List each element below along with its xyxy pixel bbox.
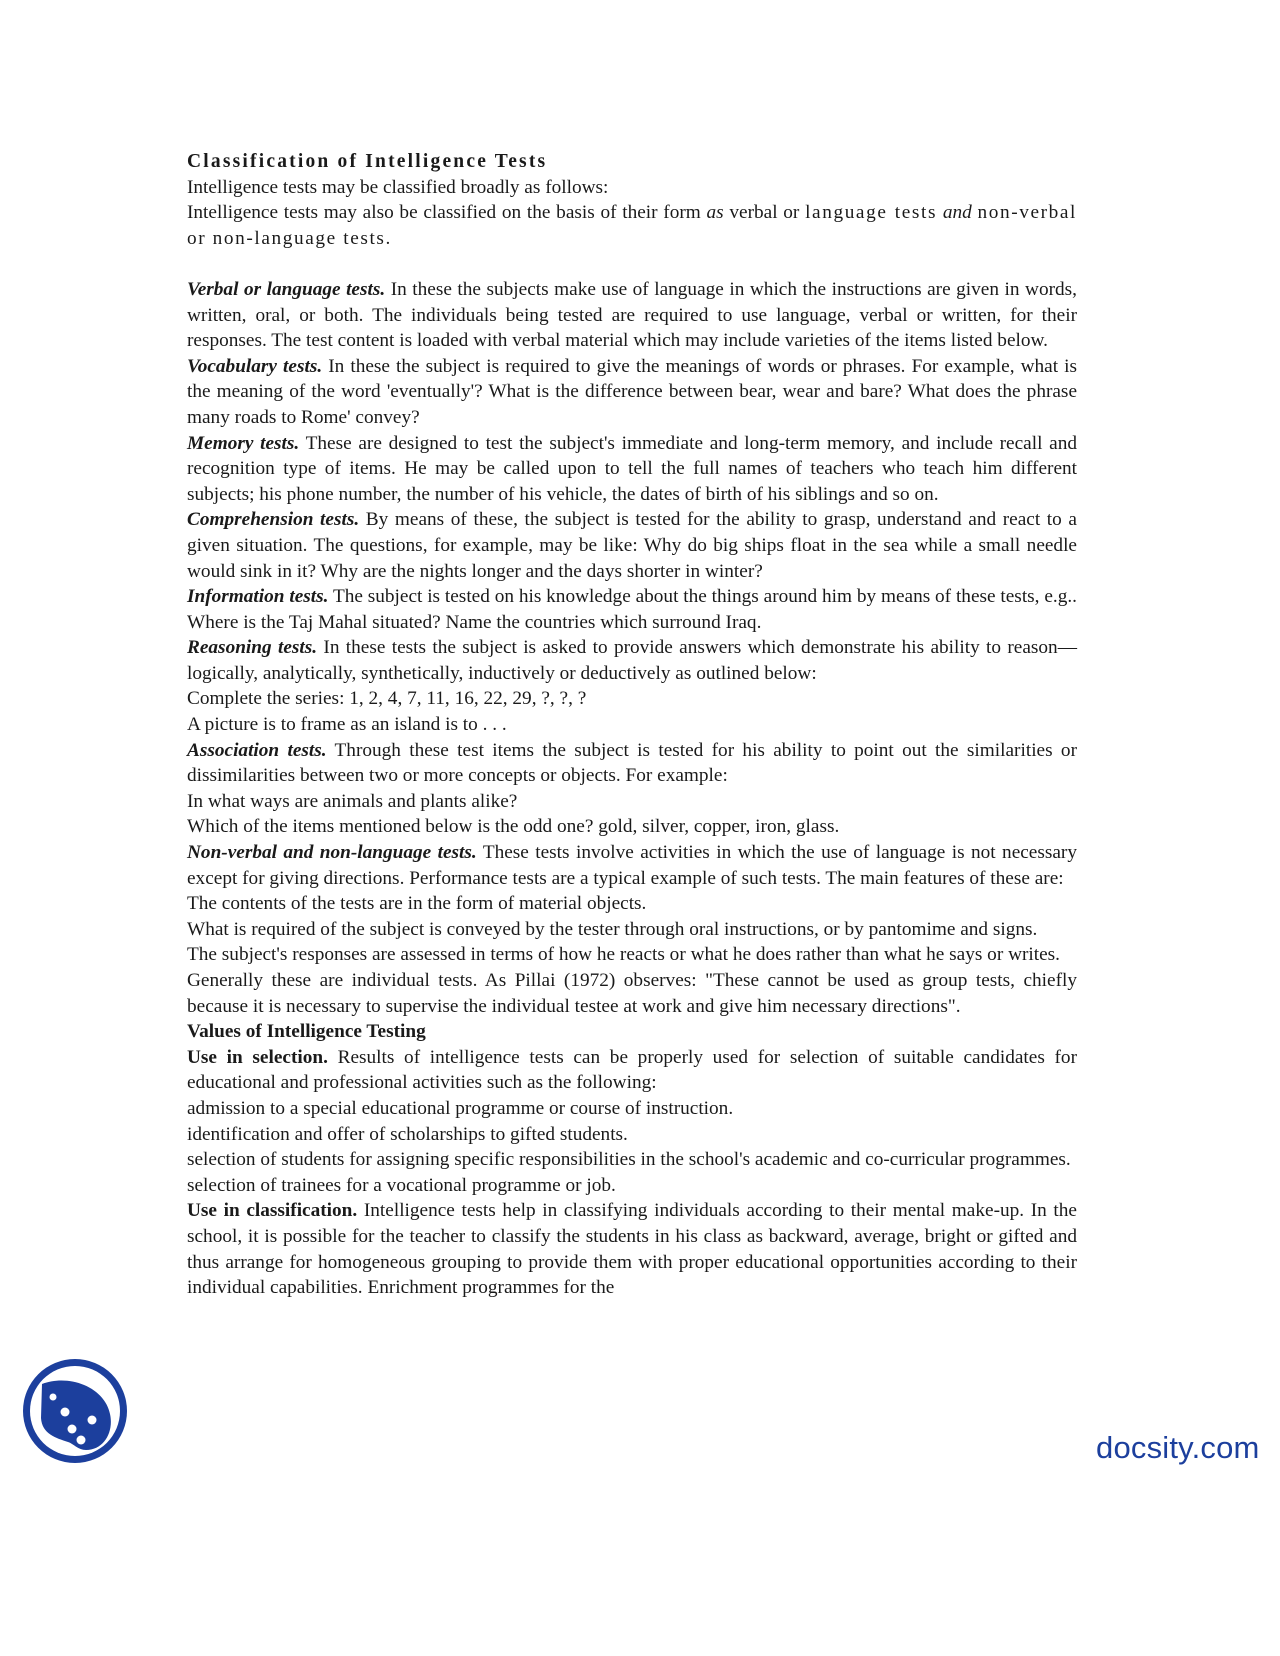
example-series: Complete the series: 1, 2, 4, 7, 11, 16, 22, 29, ?, ?, ? <box>187 688 587 710</box>
page-title: Classification of Intelligence Tests <box>187 151 548 172</box>
paragraph-spacer <box>187 251 1077 277</box>
docsity-logo-icon[interactable] <box>20 1356 130 1466</box>
paragraph-use-in-classification: Use in classification. Intelligence tests help in classifying individuals according to their mental make-up. In the school, it is possible for the teacher to classify the students in his class as backward, average, bright or gifted and thus arrange for homogeneous grouping to provide them with proper educational opportunities according to their individual capabilities. Enrichment programmes for the <box>187 1200 1077 1299</box>
selection-item-trainees: selection of trainees for a vocational programme or job. <box>187 1174 616 1196</box>
paragraph-verbal-tests: Verbal or language tests. In these the subjects make use of language in which the instructions are given in words, written, oral, or both. The individuals being tested are required to use language, verbal or written, for their responses. The test content is loaded with verbal material which may include varieties of the items listed below. <box>187 278 1077 352</box>
selection-item-responsibilities: selection of students for assigning specific responsibilities in the school's academic and co-curricular programmes. <box>187 1149 1071 1171</box>
intro-line-1: Intelligence tests may be classified broadly as follows: <box>187 176 609 198</box>
feature-oral-instructions: What is required of the subject is conveyed by the tester through oral instructions, or by pantomime and signs. <box>187 918 1038 940</box>
feature-material-objects: The contents of the tests are in the form of material objects. <box>187 893 647 915</box>
document-body <box>187 149 1077 1301</box>
example-animals-plants: In what ways are animals and plants alike? <box>187 790 518 812</box>
example-analogy: A picture is to frame as an island is to . . . <box>187 714 507 736</box>
paragraph-use-in-selection: Use in selection. Results of intelligence tests can be properly used for selection of suitable candidates for educational and professional activities such as the following: <box>187 1046 1077 1094</box>
selection-item-admission: admission to a special educational programme or course of instruction. <box>187 1097 734 1119</box>
section-title-values: Values of Intelligence Testing <box>187 1021 426 1043</box>
paragraph-reasoning-tests: Reasoning tests. In these tests the subject is asked to provide answers which demonstrate his ability to reason—logically, analytically, synthetically, inductively or deductively as outlined below: <box>187 637 1077 684</box>
example-odd-one: Which of the items mentioned below is the odd one? gold, silver, copper, iron, glass. <box>187 816 840 838</box>
paragraph-information-tests: Information tests. The subject is tested on his knowledge about the things around him by means of these tests, e.g.. Where is the Taj Mahal situated? Name the countries which surround Iraq. <box>187 586 1077 633</box>
feature-individual-tests: Generally these are individual tests. As Pillai (1972) observes: "These cannot be used as group tests, chiefly because it is necessary to supervise the individual testee at work and give him necessary directions". <box>187 970 1077 1017</box>
paragraph-association-tests: Association tests. Through these test items the subject is tested for his ability to point out the similarities or dissimilarities between two or more concepts or objects. For example: <box>187 739 1077 787</box>
paragraph-memory-tests: Memory tests. These are designed to test the subject's immediate and long-term memory, and include recall and recognition type of items. He may be called upon to tell the full names of teachers who teach him different subjects; his phone number, the number of his vehicle, the dates of birth of his siblings and so on. <box>187 432 1077 505</box>
paragraph-comprehension-tests: Comprehension tests. By means of these, the subject is tested for the ability to grasp, understand and react to a given situation. The questions, for example, may be like: Why do big ships float in the sea while a small needle would sink in it? Why are the nights longer and the days shorter in winter? <box>187 509 1077 582</box>
paragraph-vocabulary-tests: Vocabulary tests. In these the subject is required to give the meanings of words or phrases. For example, what is the meaning of the word 'eventually'? What is the difference between bear, wear and bare? What does the phrase many roads to Rome' convey? <box>187 355 1078 428</box>
paragraph-nonverbal-tests: Non-verbal and non-language tests. These tests involve activities in which the use of language is not necessary except for giving directions. Performance tests are a typical example of such tests. The main features of these are: <box>187 842 1077 889</box>
docsity-brand-link[interactable]: docsity.com <box>1096 1430 1260 1465</box>
intro-line-2: Intelligence tests may also be classified on the basis of their form as verbal or language tests and non-verbal or non-language tests. <box>187 202 1078 249</box>
docsity-logo-graphic <box>20 1356 130 1466</box>
feature-responses: The subject's responses are assessed in terms of how he reacts or what he does rather than what he says or writes. <box>187 944 1061 966</box>
selection-item-scholarships: identification and offer of scholarships to gifted students. <box>187 1123 628 1145</box>
